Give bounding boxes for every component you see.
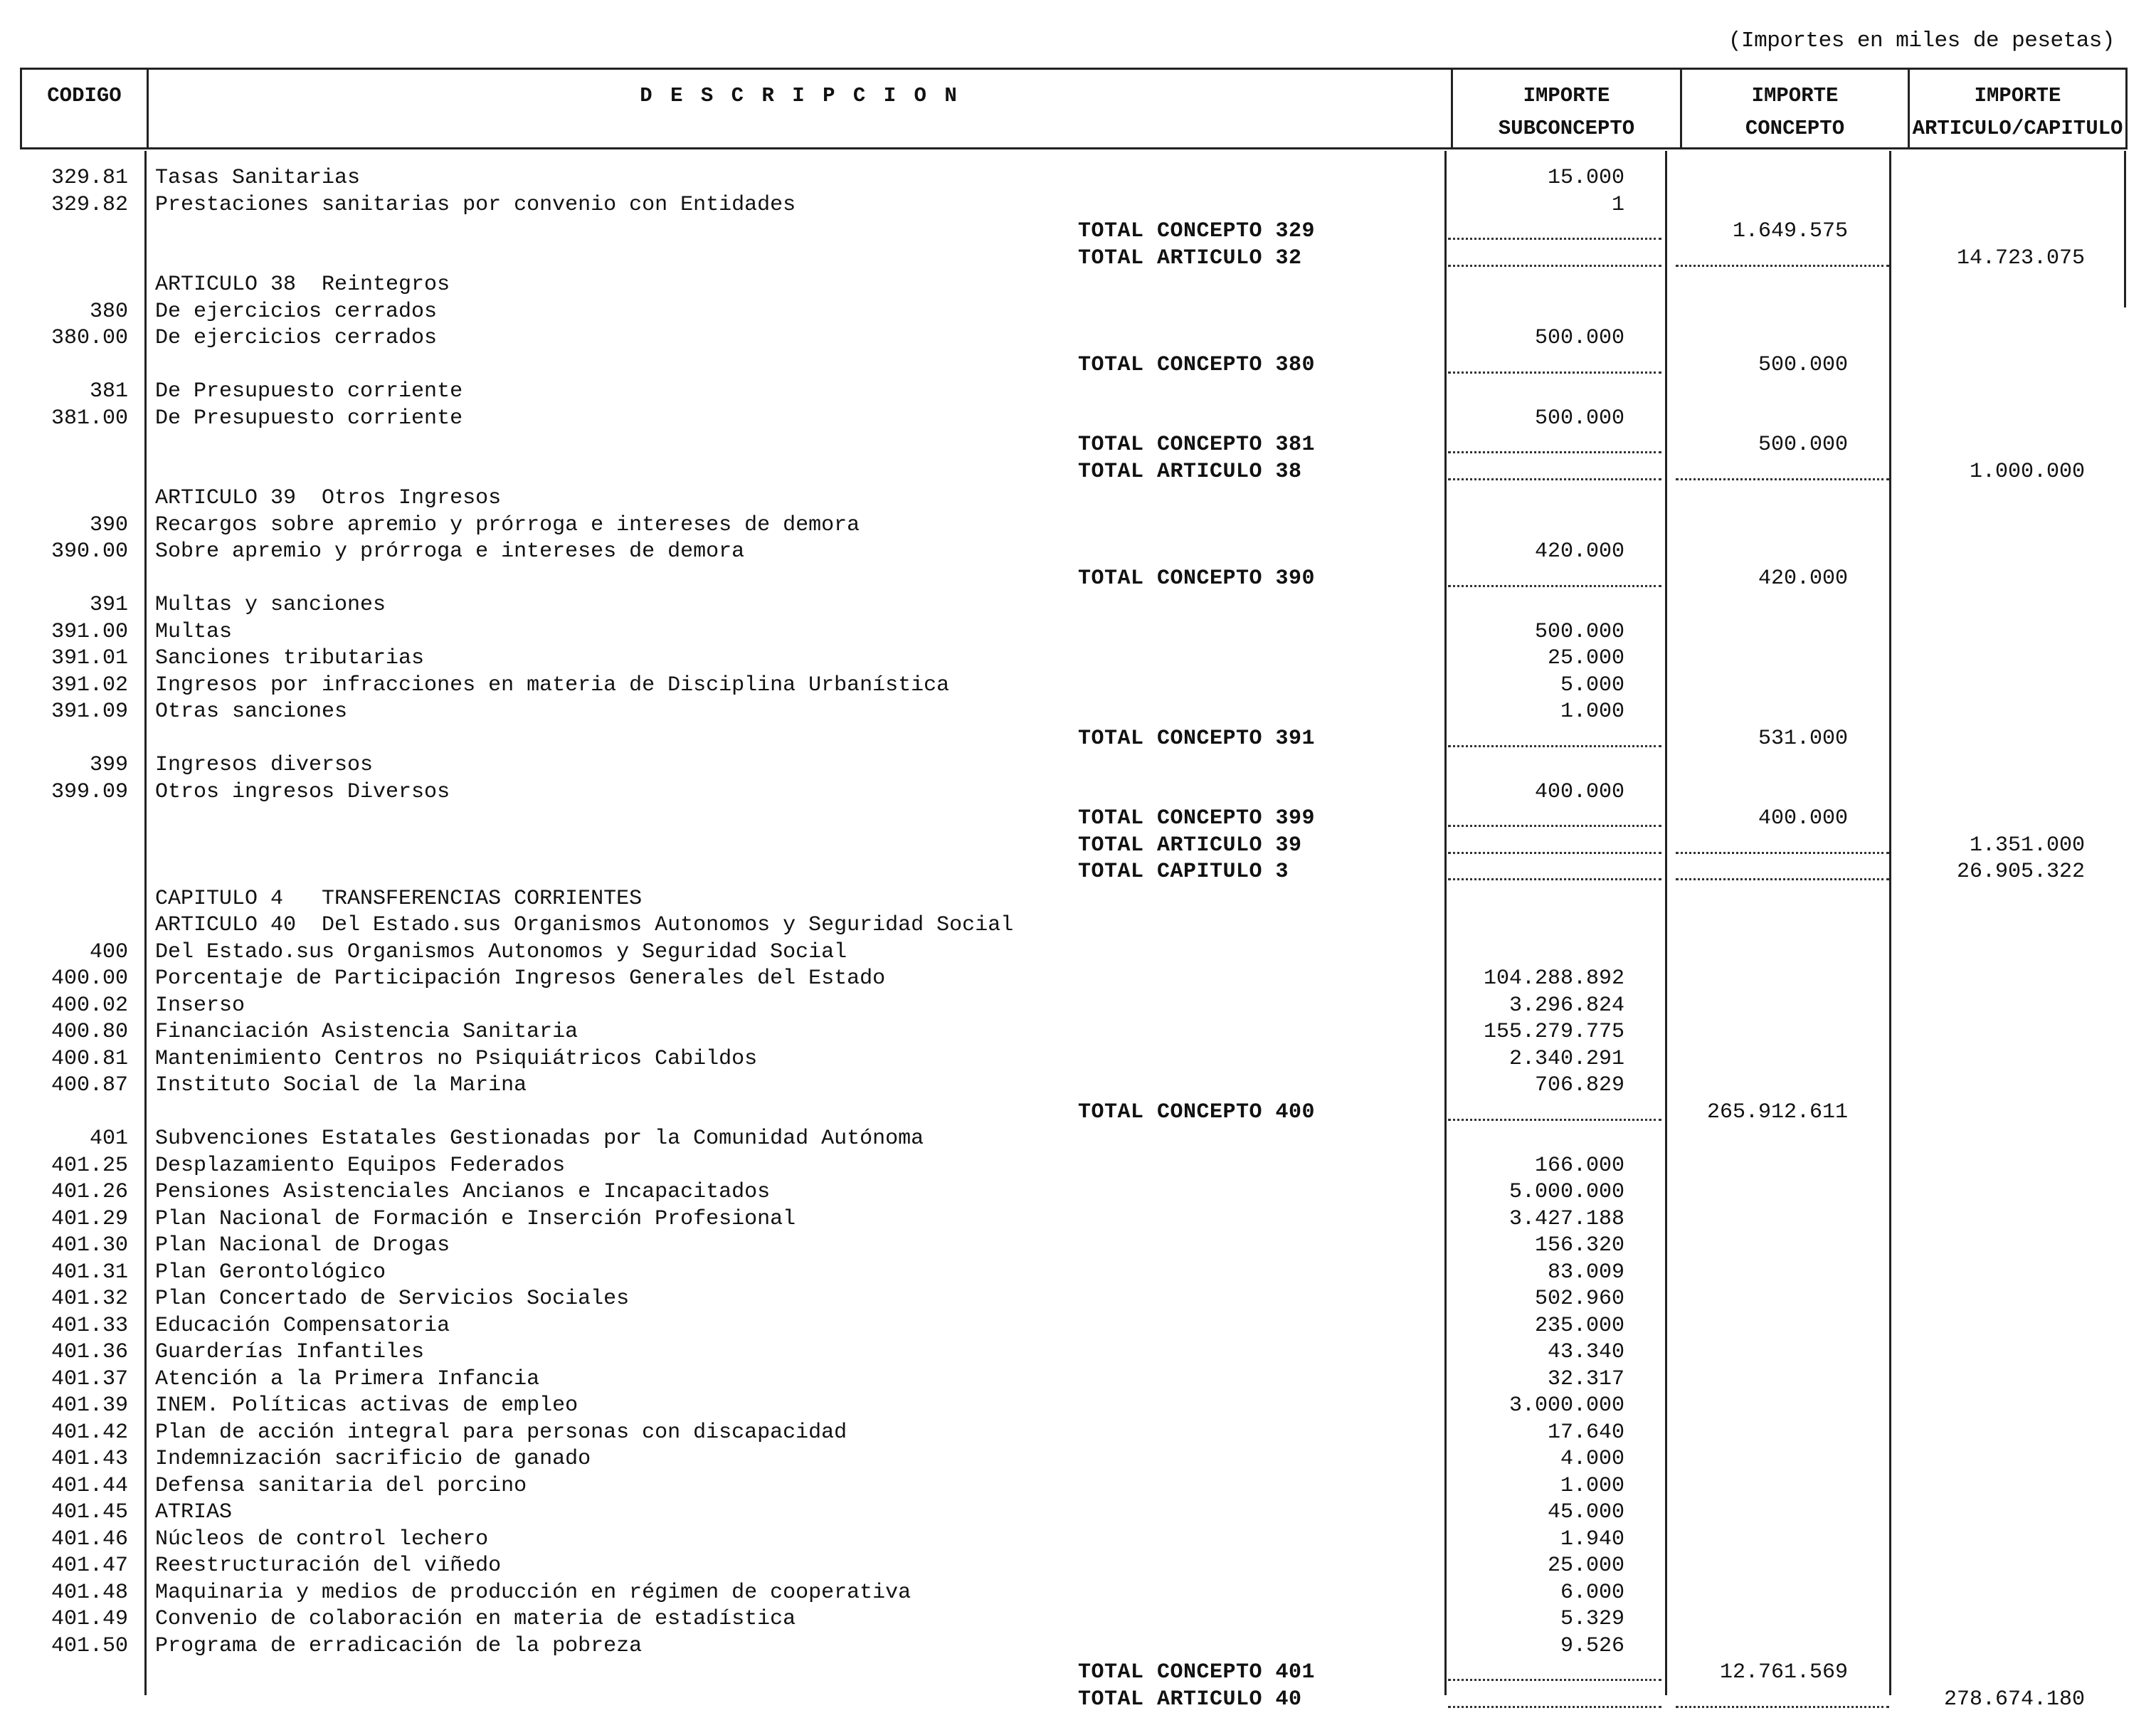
row-description: Tasas Sanitarias [155, 166, 361, 190]
importe-subconcepto: 43.340 [1547, 1340, 1624, 1364]
table-row [0, 1499, 2156, 1526]
row-description: De ejercicios cerrados [155, 326, 438, 350]
importe-concepto: 12.761.569 [1719, 1660, 1848, 1685]
total-row [0, 859, 2156, 885]
row-code: 391 [89, 593, 128, 617]
importe-concepto: 420.000 [1758, 566, 1848, 591]
importe-articulo-capitulo: 26.905.322 [1956, 860, 2085, 884]
table-row [0, 993, 2156, 1019]
row-code: 391.01 [51, 646, 128, 670]
importe-subconcepto: 155.279.775 [1483, 1020, 1624, 1044]
row-description: Atención a la Primera Infancia [155, 1366, 540, 1391]
row-description: De ejercicios cerrados [155, 299, 438, 324]
dotted-leader-subconcepto [1448, 371, 1661, 374]
header-importe-articulo-capitulo: IMPORTE ARTICULO/CAPITULO [1908, 70, 2125, 147]
total-row [0, 218, 2156, 245]
table-row [0, 1393, 2156, 1419]
row-description: Inserso [155, 993, 245, 1018]
dotted-leader-subconcepto [1448, 265, 1661, 267]
dotted-leader-subconcepto [1448, 1679, 1661, 1681]
row-code: 401.48 [51, 1580, 128, 1605]
dotted-leader-subconcepto [1448, 238, 1661, 240]
row-code: 401.33 [51, 1313, 128, 1338]
row-code: 401.30 [51, 1233, 128, 1258]
total-label: TOTAL CONCEPTO 329 [1078, 219, 1316, 243]
row-description: Otras sanciones [155, 700, 348, 724]
row-description: ARTICULO 39 Otros Ingresos [155, 486, 502, 510]
dotted-leader-subconcepto [1448, 585, 1661, 587]
importe-subconcepto: 1 [1611, 192, 1624, 217]
table-row [0, 379, 2156, 405]
row-code: 399 [89, 753, 128, 777]
row-description: Instituto Social de la Marina [155, 1073, 527, 1097]
row-code: 401.42 [51, 1420, 128, 1445]
importe-subconcepto: 502.960 [1534, 1287, 1624, 1311]
table-row [0, 779, 2156, 806]
importe-articulo-capitulo: 14.723.075 [1956, 246, 2085, 270]
row-description: Reestructuración del viñedo [155, 1554, 502, 1578]
dotted-leader-concepto [1676, 852, 1889, 854]
table-row [0, 1153, 2156, 1179]
table-row [0, 673, 2156, 699]
row-code: 390 [89, 512, 128, 537]
importe-articulo-capitulo: 278.674.180 [1943, 1687, 2085, 1712]
dotted-leader-subconcepto [1448, 745, 1661, 747]
total-row [0, 352, 2156, 379]
dotted-leader-concepto [1676, 265, 1889, 267]
row-description: Pensiones Asistenciales Ancianos e Incapacitados [155, 1180, 771, 1204]
row-code: 401.47 [51, 1554, 128, 1578]
table-row [0, 912, 2156, 939]
table-row [0, 966, 2156, 992]
row-code: 380 [89, 299, 128, 324]
table-row [0, 406, 2156, 432]
amounts-unit-note: (Importes en miles de pesetas) [1728, 28, 2115, 53]
importe-subconcepto: 9.526 [1560, 1633, 1624, 1658]
row-description: Recargos sobre apremio y prórroga e intereses de demora [155, 512, 860, 537]
table-row [0, 512, 2156, 539]
dotted-leader-subconcepto [1448, 1706, 1661, 1708]
importe-subconcepto: 83.009 [1547, 1260, 1624, 1285]
row-code: 391.02 [51, 673, 128, 697]
row-description: Porcentaje de Participación Ingresos Generales del Estado [155, 966, 886, 991]
total-row [0, 1660, 2156, 1686]
total-label: TOTAL CONCEPTO 399 [1078, 806, 1316, 831]
table-row [0, 165, 2156, 191]
row-code: 391.00 [51, 619, 128, 644]
table-row [0, 1366, 2156, 1393]
row-code: 401.36 [51, 1340, 128, 1364]
importe-concepto: 531.000 [1758, 726, 1848, 751]
row-code: 401.50 [51, 1633, 128, 1658]
header-codigo: CODIGO [47, 84, 122, 107]
row-description: CAPITULO 4 TRANSFERENCIAS CORRIENTES [155, 886, 643, 911]
row-code: 401.39 [51, 1393, 128, 1418]
total-label: TOTAL CONCEPTO 401 [1078, 1660, 1316, 1685]
table-row [0, 1446, 2156, 1472]
table-row [0, 1206, 2156, 1233]
importe-subconcepto: 6.000 [1560, 1580, 1624, 1605]
dotted-leader-concepto [1676, 478, 1889, 480]
row-description: ARTICULO 40 Del Estado.sus Organismos Autonomos y Seguridad Social [155, 913, 1014, 937]
table-row [0, 645, 2156, 672]
row-description: Prestaciones sanitarias por convenio con Entidades [155, 192, 796, 217]
dotted-leader-subconcepto [1448, 478, 1661, 480]
row-description: Plan Gerontológico [155, 1260, 386, 1285]
row-description: De Presupuesto corriente [155, 379, 463, 404]
row-description: ARTICULO 38 Reintegros [155, 273, 450, 297]
total-label: TOTAL ARTICULO 32 [1078, 246, 1302, 270]
row-code: 401.31 [51, 1260, 128, 1285]
total-row [0, 246, 2156, 272]
row-code: 401.45 [51, 1500, 128, 1524]
row-code: 329.81 [51, 166, 128, 190]
dotted-leader-concepto [1676, 878, 1889, 880]
row-code: 401.29 [51, 1206, 128, 1231]
table-header [20, 68, 2128, 149]
row-description: Subvenciones Estatales Gestionadas por la Comunidad Autónoma [155, 1127, 924, 1151]
importe-subconcepto: 706.829 [1534, 1073, 1624, 1097]
importe-subconcepto: 420.000 [1534, 539, 1624, 564]
row-description: Programa de erradicación de la pobreza [155, 1633, 643, 1658]
row-description: De Presupuesto corriente [155, 406, 463, 431]
importe-subconcepto: 500.000 [1534, 406, 1624, 431]
row-code: 401 [89, 1127, 128, 1151]
row-code: 401.44 [51, 1473, 128, 1498]
row-description: Educación Compensatoria [155, 1313, 450, 1338]
dotted-leader-subconcepto [1448, 852, 1661, 854]
row-description: Núcleos de control lechero [155, 1527, 489, 1551]
importe-subconcepto: 2.340.291 [1508, 1046, 1624, 1071]
importe-subconcepto: 17.640 [1547, 1420, 1624, 1445]
table-row [0, 539, 2156, 565]
row-code: 329.82 [51, 192, 128, 217]
importe-subconcepto: 25.000 [1547, 1554, 1624, 1578]
table-row [0, 939, 2156, 966]
row-description: Defensa sanitaria del porcino [155, 1473, 527, 1498]
table-row [0, 272, 2156, 298]
dotted-leader-subconcepto [1448, 825, 1661, 827]
importe-subconcepto: 32.317 [1547, 1366, 1624, 1391]
row-description: Plan Concertado de Servicios Sociales [155, 1287, 630, 1311]
table-row [0, 192, 2156, 218]
total-row [0, 566, 2156, 592]
importe-subconcepto: 5.000.000 [1508, 1180, 1624, 1204]
row-description: Sanciones tributarias [155, 646, 425, 670]
row-code: 381 [89, 379, 128, 404]
importe-subconcepto: 156.320 [1534, 1233, 1624, 1258]
total-label: TOTAL CONCEPTO 381 [1078, 433, 1316, 457]
budget-table-body [0, 151, 2156, 1712]
total-label: TOTAL CONCEPTO 390 [1078, 566, 1316, 591]
row-code: 401.49 [51, 1607, 128, 1631]
row-code: 401.25 [51, 1153, 128, 1178]
table-row [0, 1286, 2156, 1312]
row-code: 390.00 [51, 539, 128, 564]
row-description: Guarderías Infantiles [155, 1340, 425, 1364]
importe-subconcepto: 1.940 [1560, 1527, 1624, 1551]
row-code: 401.32 [51, 1287, 128, 1311]
row-code: 400.87 [51, 1073, 128, 1097]
table-row [0, 1260, 2156, 1286]
dotted-leader-concepto [1676, 1706, 1889, 1708]
row-code: 400 [89, 939, 128, 964]
importe-subconcepto: 235.000 [1534, 1313, 1624, 1338]
dotted-leader-subconcepto [1448, 878, 1661, 880]
row-description: INEM. Políticas activas de empleo [155, 1393, 578, 1418]
importe-subconcepto: 4.000 [1560, 1447, 1624, 1471]
importe-subconcepto: 1.000 [1560, 1473, 1624, 1498]
total-row [0, 726, 2156, 752]
row-code: 400.00 [51, 966, 128, 991]
row-description: Financiación Asistencia Sanitaria [155, 1020, 578, 1044]
table-row [0, 1313, 2156, 1339]
table-row [0, 1420, 2156, 1446]
row-code: 401.26 [51, 1180, 128, 1204]
table-row [0, 619, 2156, 645]
table-row [0, 1019, 2156, 1045]
total-label: TOTAL CONCEPTO 391 [1078, 726, 1316, 751]
importe-concepto: 1.649.575 [1732, 219, 1848, 243]
row-description: Del Estado.sus Organismos Autonomos y Seguridad Social [155, 939, 847, 964]
row-description: Sobre apremio y prórroga e intereses de demora [155, 539, 745, 564]
importe-subconcepto: 3.427.188 [1508, 1206, 1624, 1231]
table-row [0, 1473, 2156, 1499]
table-row [0, 699, 2156, 725]
total-label: TOTAL CONCEPTO 380 [1078, 352, 1316, 377]
row-code: 380.00 [51, 326, 128, 350]
importe-subconcepto: 1.000 [1560, 700, 1624, 724]
importe-subconcepto: 3.296.824 [1508, 993, 1624, 1018]
table-row [0, 1072, 2156, 1099]
table-row [0, 592, 2156, 618]
row-description: Mantenimiento Centros no Psiquiátricos Cabildos [155, 1046, 758, 1071]
row-code: 401.46 [51, 1527, 128, 1551]
dotted-leader-subconcepto [1448, 1119, 1661, 1121]
row-description: Ingresos diversos [155, 753, 374, 777]
table-row [0, 886, 2156, 912]
row-code: 391.09 [51, 700, 128, 724]
total-row [0, 806, 2156, 832]
total-label: TOTAL ARTICULO 39 [1078, 833, 1302, 858]
row-description: Indemnización sacrificio de ganado [155, 1447, 591, 1471]
header-importe-subconcepto: IMPORTE SUBCONCEPTO [1451, 70, 1680, 147]
importe-concepto: 265.912.611 [1706, 1100, 1848, 1124]
importe-concepto: 500.000 [1758, 352, 1848, 377]
header-descripcion: D E S C R I P C I O N [147, 70, 1451, 147]
dotted-leader-subconcepto [1448, 451, 1661, 453]
row-code: 401.43 [51, 1447, 128, 1471]
table-row [0, 1339, 2156, 1366]
table-row [0, 1633, 2156, 1660]
table-row [0, 1527, 2156, 1553]
row-code: 400.81 [51, 1046, 128, 1071]
importe-concepto: 400.000 [1758, 806, 1848, 831]
importe-subconcepto: 500.000 [1534, 326, 1624, 350]
total-row [0, 1687, 2156, 1713]
table-row [0, 325, 2156, 352]
importe-concepto: 500.000 [1758, 433, 1848, 457]
row-code: 399.09 [51, 779, 128, 804]
importe-articulo-capitulo: 1.000.000 [1969, 459, 2085, 484]
total-label: TOTAL CAPITULO 3 [1078, 860, 1289, 884]
row-description: Desplazamiento Equipos Federados [155, 1153, 566, 1178]
table-row [0, 752, 2156, 779]
importe-subconcepto: 500.000 [1534, 619, 1624, 644]
row-code: 400.80 [51, 1020, 128, 1044]
row-code: 400.02 [51, 993, 128, 1018]
row-description: Ingresos por infracciones en materia de Disciplina Urbanística [155, 673, 950, 697]
total-label: TOTAL ARTICULO 38 [1078, 459, 1302, 484]
row-description: Plan Nacional de Formación e Inserción Profesional [155, 1206, 796, 1231]
row-description: Otros ingresos Diversos [155, 779, 450, 804]
table-row [0, 1126, 2156, 1152]
row-description: Multas [155, 619, 233, 644]
importe-subconcepto: 25.000 [1547, 646, 1624, 670]
row-description: Multas y sanciones [155, 593, 386, 617]
total-label: TOTAL CONCEPTO 400 [1078, 1100, 1316, 1124]
table-row [0, 1179, 2156, 1206]
importe-subconcepto: 5.329 [1560, 1607, 1624, 1631]
importe-subconcepto: 166.000 [1534, 1153, 1624, 1178]
importe-subconcepto: 45.000 [1547, 1500, 1624, 1524]
importe-subconcepto: 15.000 [1547, 166, 1624, 190]
row-description: Plan de acción integral para personas con discapacidad [155, 1420, 847, 1445]
row-code: 381.00 [51, 406, 128, 431]
table-row [0, 1553, 2156, 1579]
importe-subconcepto: 3.000.000 [1508, 1393, 1624, 1418]
total-row [0, 1100, 2156, 1126]
table-row [0, 1580, 2156, 1606]
table-row [0, 299, 2156, 325]
importe-subconcepto: 5.000 [1560, 673, 1624, 697]
total-row [0, 432, 2156, 458]
importe-articulo-capitulo: 1.351.000 [1969, 833, 2085, 858]
total-row [0, 459, 2156, 485]
row-code: 401.37 [51, 1366, 128, 1391]
header-importe-concepto: IMPORTE CONCEPTO [1680, 70, 1908, 147]
table-row [0, 485, 2156, 512]
total-row [0, 833, 2156, 859]
table-row [0, 1606, 2156, 1633]
table-row [0, 1233, 2156, 1259]
row-description: Convenio de colaboración en materia de estadística [155, 1607, 796, 1631]
importe-subconcepto: 400.000 [1534, 779, 1624, 804]
row-description: ATRIAS [155, 1500, 233, 1524]
table-row [0, 1046, 2156, 1072]
importe-subconcepto: 104.288.892 [1483, 966, 1624, 991]
row-description: Maquinaria y medios de producción en régimen de cooperativa [155, 1580, 911, 1605]
total-label: TOTAL ARTICULO 40 [1078, 1687, 1302, 1712]
row-description: Plan Nacional de Drogas [155, 1233, 450, 1258]
